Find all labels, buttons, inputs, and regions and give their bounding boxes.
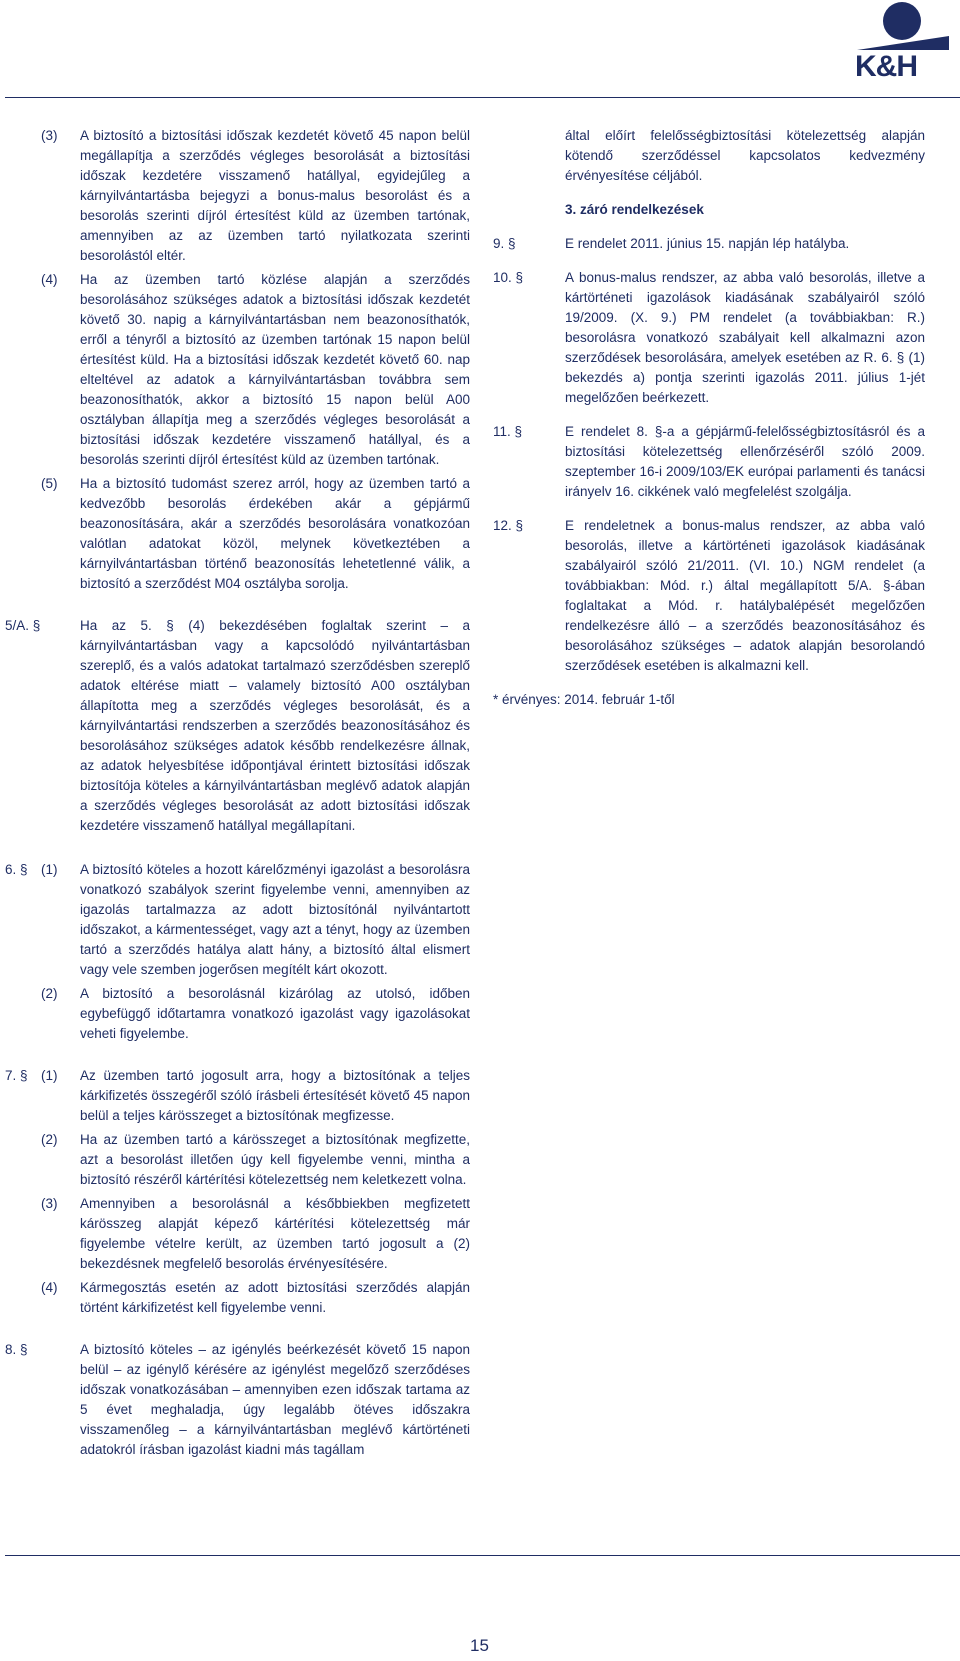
section-9	[493, 234, 925, 254]
section-text: E rendeletnek a bonus-malus rendszer, az abba való besorolás, illetve a kártörténeti igazolások kiadásának szabályairól szóló 21/2011. (VI. 10.) NGM rendelet (a továbbiakban: Mód. r.) által megállapított 5/A. §-ában foglaltakat a Mód. r. hatálybalépését megelőzően rendelkezésre álló – a szerződés beazonosításához és besorolásához szükséges – adatok alapján besorolandó szerződések esetében is alkalmazni kell.	[565, 518, 925, 673]
logo-text: K&H	[855, 50, 917, 83]
section-6-2	[5, 984, 470, 1044]
section-number: 11. §	[493, 424, 523, 439]
section-number: 9. §	[493, 236, 516, 251]
section-6-1	[5, 860, 470, 980]
section-text: E rendelet 8. §-a a gépjármű-felelősségbiztosításról és a biztosítási kötelezettség ellenőrzéséről szóló 2009. szeptember 16-i 2009/103/EK európai parlamenti és tanácsi irányelv 16. cikkének való megfelelést szolgálja.	[565, 424, 925, 499]
section-10	[493, 268, 925, 408]
paragraph-4	[5, 270, 470, 470]
section-number: 8. §	[5, 1342, 28, 1357]
section-8	[5, 1340, 470, 1460]
bottom-rule	[5, 1555, 960, 1556]
section-number: 6. §	[5, 862, 28, 877]
logo-circle-mark	[883, 2, 921, 40]
paragraph-number: (5)	[41, 476, 58, 491]
section-7-2	[5, 1130, 470, 1190]
paragraph-number: (3)	[41, 1196, 58, 1211]
section-text: A bonus-malus rendszer, az abba való besorolás, illetve a kártörténeti igazolások kiadásának szabályairól szóló 19/2009. (X. 9.) PM rendelet (a továbbiakban: R.) besorolásra vonatkozó szabályait kell alkalmazni azon szerződések besorolására, amelyek esetében az R. 6. § (1) bekezdés a) pontja szerinti igazolás 2011. július 1-jét megelőzően beérkezett.	[565, 270, 925, 405]
paragraph-text: Ha a biztosító tudomást szerez arról, hogy az üzemben tartó a kedvezőbb besorolás érdekében akár a gépjármű beazonosítására, akár a szerződés besorolására vonatkozóan valótlan adatokat közöl, melynek következtében a kárnyilvántartásban történő beazonosítás lehetetlenné válik, a biztosító a szerződést M04 osztályba sorolja.	[80, 476, 470, 591]
paragraph-text: Ha az üzemben tartó közlése alapján a szerződés besorolásához szükséges adatok a biztosítási időszak kezdetét követő 30. napig a kárnyilvántartásban nem beazonosíthatók, erről a tényről a biztosító az üzemben tartónak 15 napon belül értesítést küld. Ha a biztosítási időszak kezdetét követő 60. nap elteltével az adatok a kárnyilvántartásban továbbra sem beazonosíthatók, akkor a biztosító 15 napon belül A00 osztályban állapítja meg a szerződés végleges besorolását a biztosítási időszak kezdetére visszamenő hatállyal, és a besorolás szerinti díjról értesítést küld az üzemben tartónak.	[80, 272, 470, 467]
paragraph-text: Amennyiben a besorolásnál a későbbiekben megfizetett kárösszeg alapját képező kártérítési kötelezettség már figyelembe vételre került, az üzemben tartó jogosult a (2) bekezdésnek megfelelő besorolás érvényesítésére.	[80, 1196, 470, 1271]
section-number: 5/A. §	[5, 618, 41, 633]
page-number: 15	[470, 1636, 489, 1655]
paragraph-number: (3)	[41, 128, 58, 143]
paragraph-number: (4)	[41, 272, 58, 287]
paragraph-text: Kármegosztás esetén az adott biztosítási szerződés alapján történt kárkifizetést kell figyelembe venni.	[80, 1280, 470, 1315]
paragraph-number: (2)	[41, 1132, 58, 1147]
paragraph-5	[5, 474, 470, 594]
paragraph-text: Az üzemben tartó jogosult arra, hogy a biztosítónak a teljes kárkifizetés összegéről szóló írásbeli értesítését követő 45 napon belül a teljes kárösszeget a biztosítónak megfizesse.	[80, 1068, 470, 1123]
section-number: 10. §	[493, 270, 524, 285]
section-5a	[5, 616, 470, 836]
paragraph-3	[5, 126, 470, 266]
right-column	[493, 126, 925, 710]
paragraph-number: (2)	[41, 986, 58, 1001]
kh-logo	[851, 0, 960, 86]
section-text: A biztosító köteles – az igénylés beérkezését követő 15 napon belül – az igénylő kérésére az igénylést megelőző szerződéses időszak vonatkozásában – amennyiben ezen időszak tartama az 5 évet meghaladja, úgy legalább ötéves időszakra visszamenőleg – a kárnyilvántartásban meglévő kártörténeti adatokról írásban igazolást kiadni más tagállam	[80, 1342, 470, 1457]
section-11	[493, 422, 925, 502]
top-rule	[5, 97, 960, 98]
right-intro-text: által előírt felelősségbiztosítási kötelezettség alapján kötendő szerződéssel kapcsolatos kedvezmény érvényesítése céljából.	[565, 128, 925, 183]
paragraph-text: A biztosító a besorolásnál kizárólag az utolsó, időben egybefüggő időtartamra vonatkozó igazolást vagy igazolásokat veheti figyelembe.	[80, 986, 470, 1041]
section-heading: 3. záró rendelkezések	[565, 202, 704, 217]
section-7-1	[5, 1066, 470, 1126]
section-7-3	[5, 1194, 470, 1274]
left-column	[5, 126, 470, 1460]
paragraph-text: Ha az üzemben tartó a kárösszeget a biztosítónak megfizette, azt a besorolást illetően úgy kell figyelembe venni, mintha a biztosító részéről kártérítési kötelezettség nem keletkezett volna.	[80, 1132, 470, 1187]
section-text: Ha az 5. § (4) bekezdésében foglaltak szerint – a kárnyilvántartásban vagy a kapcsolódó nyilvántartásban szereplő, és a valós adatokat tartalmazó szerződésben szereplő adatok eltérése miatt – valamely biztosító A00 osztályban állapította meg a szerződés végleges besorolását, és a kárnyilvántartási rendszerben a szerződés beazonosításához és besorolásához szükséges adatok később rendelkezésre állnak, az adatok helyesbítése időpontjával érintett biztosítási időszak biztosítója köteles a kárnyilvántartásban meglévő adatok alapján a szerződés végleges besorolását az adott biztosítási időszak kezdetére visszamenő hatállyal megállapítani.	[80, 618, 470, 833]
paragraph-text: A biztosító köteles a hozott kárelőzményi igazolást a besorolásra vonatkozó szabályok szerint figyelembe venni, amennyiben az igazolás tartalmazza az adott biztosítónál nyilvántartott időszakot, a kármentességet, vagy azt a tényt, hogy az üzemben tartó a szerződés hatálya alatt hány, a biztosító által elismert vagy vele szemben jogerősen megítélt kárt okozott.	[80, 862, 470, 977]
paragraph-text: A biztosító a biztosítási időszak kezdetét követő 45 napon belül megállapítja a szerződés végleges besorolását a biztosítási időszak kezdetére visszamenő hatállyal, egyidejűleg a kárnyilvántartásba bejegyzi a bonus-malus besorolást és a besorolás szerinti díjról értesítést küld az üzemben tartónak, amennyiben az az üzemben tartó nyilatkozata szerinti besorolástól eltér.	[80, 128, 470, 263]
paragraph-number: (4)	[41, 1280, 58, 1295]
paragraph-number: (1)	[41, 862, 58, 877]
section-number: 12. §	[493, 518, 524, 533]
footnote: * érvényes: 2014. február 1-től	[493, 692, 675, 707]
paragraph-number: (1)	[41, 1068, 58, 1083]
section-12	[493, 516, 925, 676]
section-number: 7. §	[5, 1068, 28, 1083]
section-7-4	[5, 1278, 470, 1318]
section-text: E rendelet 2011. június 15. napján lép hatályba.	[565, 236, 850, 251]
